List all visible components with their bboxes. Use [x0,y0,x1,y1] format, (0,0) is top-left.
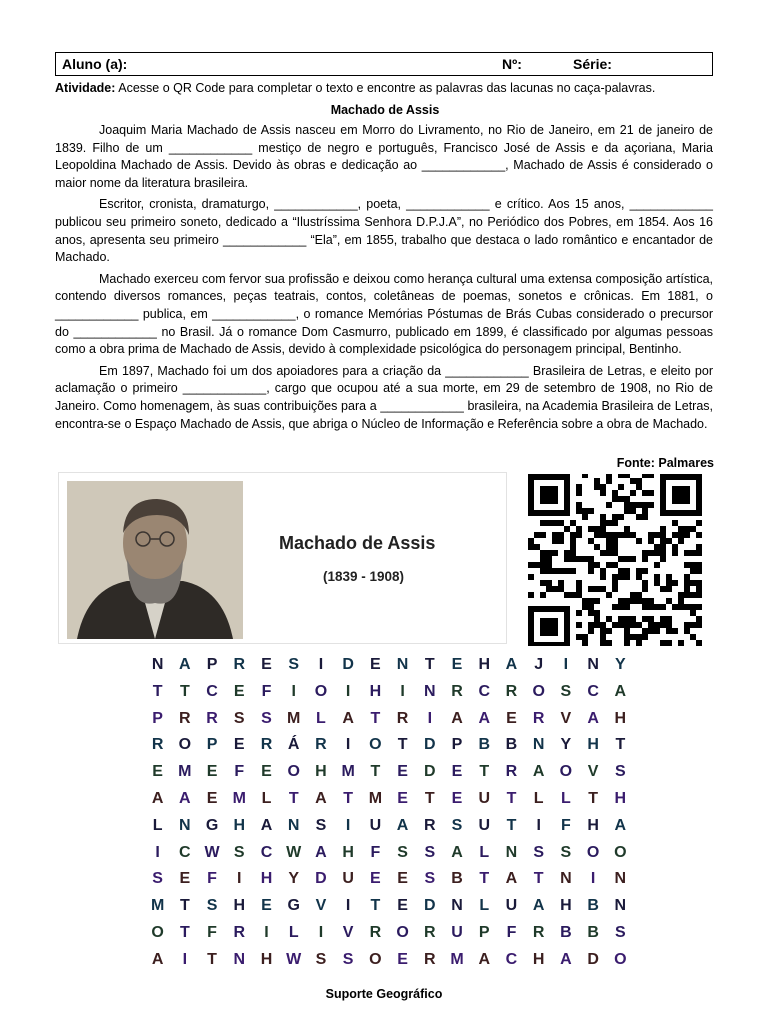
word-search-letter[interactable]: E [233,736,245,754]
paragraph-1: Joaquim Maria Machado de Assis nasceu em Morro do Livramento, no Rio de Janeiro, em 21 de janeiro de 1839. Filho de um ____________ mestiço de negro e português, Francisco José de Assis e da açoriana, Maria Leopoldina Machado de Assis. Devido às obras e dedicação ao ____________, Machado de Assis é considerado o maior nome da literatura brasileira. [55,123,713,190]
word-search-letter[interactable]: P [152,709,163,727]
word-search-letter[interactable]: D [424,763,436,781]
word-search-letter[interactable]: A [587,709,599,727]
word-search-letter[interactable]: S [315,950,327,968]
word-search-letter[interactable]: A [151,950,164,968]
word-search-letter[interactable]: T [588,789,598,807]
word-search-letter[interactable]: H [560,897,572,915]
word-search-letter[interactable]: U [369,816,382,834]
word-search-letter[interactable]: G [287,897,300,915]
word-search-letter[interactable]: O [586,843,600,861]
word-search-row [144,897,634,924]
word-search-letter[interactable]: T [615,736,626,754]
word-search-letter[interactable]: L [533,789,544,807]
word-search-letter[interactable]: F [506,923,517,941]
word-search-letter[interactable]: F [370,843,381,861]
word-search-letter[interactable]: Y [560,736,572,754]
word-search-letter[interactable]: I [400,682,405,700]
word-search-letter[interactable]: C [505,950,518,968]
word-search-letter[interactable]: R [369,923,382,941]
word-search-letter[interactable]: A [151,789,164,807]
word-search-letter[interactable]: A [260,816,273,834]
word-search-letter[interactable]: I [345,736,351,754]
word-search-letter[interactable]: P [206,736,218,754]
banner-author-dates: (1839 - 1908) [323,569,405,584]
word-search-letter[interactable]: Y [614,656,626,673]
word-search-letter[interactable]: T [506,789,517,807]
word-search-letter[interactable]: J [534,656,544,673]
word-search-letter[interactable]: E [397,897,408,915]
word-search-letter[interactable]: F [234,763,245,781]
word-search-letter[interactable]: A [451,843,463,861]
word-search-letter[interactable]: E [261,763,272,781]
word-search-letter[interactable]: N [614,870,627,888]
word-search-letter[interactable]: O [178,736,192,754]
word-search-letter[interactable]: S [206,897,218,915]
banner-author-name: Machado de Assis [279,533,436,553]
word-search-letter[interactable]: L [316,709,326,727]
word-search-letter[interactable]: I [318,656,324,673]
word-search-letter[interactable]: P [478,923,490,941]
word-search-letter[interactable]: C [179,843,191,861]
word-search-letter[interactable]: R [424,816,436,834]
word-search-letter[interactable]: N [233,950,246,968]
word-search-row [144,817,634,844]
word-search-letter[interactable]: N [451,897,463,915]
qr-code-image [528,474,710,646]
word-search-letter[interactable]: N [179,816,191,834]
word-search-letter[interactable]: A [614,682,627,700]
word-search-letter[interactable]: T [479,763,490,781]
activity-text: Acesse o QR Code para completar o texto e encontre as palavras das lacunas no caça-palavras. [118,81,656,95]
article-body [55,122,713,437]
word-search-letter[interactable]: R [532,709,545,727]
word-search-letter[interactable]: T [179,923,190,941]
word-search-letter[interactable]: F [207,923,217,941]
word-search-row [144,683,634,710]
word-search-letter[interactable]: M [450,950,464,968]
paragraph-4: Em 1897, Machado foi um dos apoiadores para a criação da ____________ Brasileira de Letras, e eleito por aclamação o primeiro ____________, cargo que ocupou até a sua morte, em 29 de setembro de 1908, no Rio de Janeiro. Como homenagem, às suas contribuições para a ____________ brasileira, na Academia Brasileira de Letras, encontra-se o Espaço Machado de Assis, que abriga o Núcleo de Informação e Referência sobre a obra de Machado. [55,363,713,431]
word-search-letter[interactable]: U [478,789,491,807]
word-search-letter[interactable]: S [233,843,245,861]
word-search-letter[interactable]: B [587,923,599,941]
word-search-letter[interactable]: S [614,923,626,941]
word-search-letter[interactable]: A [532,897,545,915]
word-search-row [144,924,634,951]
word-search-letter[interactable]: S [315,816,327,834]
word-search-letter[interactable]: P [451,736,463,754]
word-search-letter[interactable]: T [370,897,381,915]
paragraph-3: Machado exerceu com fervor sua profissão e deixou como herança cultural uma extensa composição artística, contendo diversos romances, peças teatrais, contos, coletâneas de poemas, sonetos e crônicas. Em 1881, o ____________ publica, em ____________, o romance Memórias Póstumas de Brás Cubas considerado o precursor do ____________ no Brasil. Já o romance Dom Casmurro, publicado em 1899, é classificado por algumas pessoas como a obra prima de Machado de Assis, devido à complexidade psicológica do personagem principal, Bentinho. [55,271,713,357]
word-search-letter[interactable]: O [314,682,328,700]
word-search-letter[interactable]: T [152,682,163,700]
word-search-letter[interactable]: S [233,709,245,727]
word-search-letter[interactable]: I [237,870,242,888]
word-search-letter[interactable]: N [505,843,518,861]
word-search-letter[interactable]: T [506,816,517,834]
word-search-letter[interactable]: A [505,870,518,888]
word-search-letter[interactable]: H [233,816,246,834]
word-search-letter[interactable]: S [560,682,572,700]
word-search-letter[interactable]: R [424,950,436,968]
word-search-letter[interactable]: C [260,843,273,861]
word-search-letter[interactable]: M [368,789,383,807]
word-search-letter[interactable]: D [587,950,599,968]
word-search-letter[interactable]: D [424,736,436,754]
word-search-letter[interactable]: R [505,763,518,781]
word-search-letter[interactable]: G [205,816,219,834]
word-search-letter[interactable]: F [207,870,217,888]
word-search-letter[interactable]: I [264,923,269,941]
word-search-letter[interactable]: C [478,682,491,700]
word-search-letter[interactable]: B [478,736,491,754]
word-search-letter[interactable]: L [479,897,490,915]
word-search-row [144,736,634,763]
word-search-letter[interactable]: V [587,763,599,781]
word-search-letter[interactable]: R [260,736,273,754]
word-search-letter[interactable]: H [614,789,627,807]
word-search-letter[interactable]: S [288,656,300,673]
word-search-letter[interactable]: L [479,843,490,861]
word-search-letter[interactable]: I [590,870,596,888]
word-search-letter[interactable]: A [179,656,191,673]
word-search-letter[interactable]: M [341,763,355,781]
word-search-letter[interactable]: I [536,816,541,834]
word-search-letter[interactable]: V [315,897,327,915]
word-search-letter[interactable]: E [397,950,408,968]
word-search-letter[interactable]: O [151,923,164,941]
word-search-letter[interactable]: S [614,763,626,781]
word-search-letter[interactable]: E [261,897,272,915]
word-search-letter[interactable]: P [206,656,218,673]
word-search-letter[interactable]: R [206,709,218,727]
word-search-letter[interactable]: O [532,682,545,700]
portrait-image [67,481,243,639]
word-search-letter[interactable]: T [370,709,381,727]
word-search-row [144,870,634,897]
word-search-letter[interactable]: E [261,656,272,673]
word-search-letter[interactable]: B [560,923,572,941]
word-search-letter[interactable]: N [532,736,545,754]
word-search-letter[interactable]: O [396,923,409,941]
activity-instructions [55,81,715,96]
word-search-letter[interactable]: W [286,950,302,968]
word-search-letter[interactable]: H [233,897,246,915]
author-banner [58,472,507,644]
word-search-letter[interactable]: A [614,816,627,834]
word-search-letter[interactable]: N [396,656,409,673]
word-search-letter[interactable]: S [424,843,436,861]
word-search-letter[interactable]: S [261,709,272,727]
word-search-letter[interactable]: S [424,870,436,888]
word-search-letter[interactable]: R [179,709,191,727]
word-search-letter[interactable]: R [505,682,518,700]
word-search-letter[interactable]: T [533,870,544,888]
word-search-letter[interactable]: R [424,923,436,941]
word-search-letter[interactable]: T [343,789,354,807]
word-search-letter[interactable]: H [587,736,599,754]
word-search-letter[interactable]: A [532,763,545,781]
word-search-letter[interactable]: S [342,950,354,968]
word-search-letter[interactable]: A [505,656,518,673]
word-search-letter[interactable]: O [287,763,300,781]
word-search-letter[interactable]: T [179,682,190,700]
word-search-letter[interactable]: O [559,763,573,781]
word-search-letter[interactable]: W [204,843,220,861]
word-search-letter[interactable]: B [587,897,599,915]
word-search-letter[interactable]: H [587,816,599,834]
word-search-letter[interactable]: I [345,682,351,700]
source-credit: Fonte: Palmares [616,456,714,470]
word-search-letter[interactable]: U [505,897,518,915]
word-search-letter[interactable]: B [505,736,518,754]
paragraph-2: Escritor, cronista, dramaturgo, ____________, poeta, ____________ e crítico. Aos 15 anos, ____________ publicou seu primeiro soneto, dedicado a “Ilustríssima Senhora D.P.J.A”, no Periódico dos Pobres, em 1854. Aos 16 anos, apresenta seu primeiro ____________ “Ela”, em 1855, trabalho que destaca o lado romântico e encantador de Machado. [55,197,713,265]
word-search-letter[interactable]: N [560,870,572,888]
word-search-letter[interactable]: W [286,843,302,861]
word-search-letter[interactable]: V [342,923,354,941]
footer-credit: Suporte Geográfico [325,987,443,1001]
word-search-letter[interactable]: E [152,763,163,781]
word-search-letter[interactable]: T [288,789,299,807]
word-search-letter[interactable]: S [152,870,163,888]
word-search-grid [144,656,634,978]
word-search-letter[interactable]: I [563,656,569,673]
word-search-row [144,710,634,737]
word-search-letter[interactable]: U [342,870,354,888]
word-search-letter[interactable]: E [397,789,408,807]
word-search-row [144,790,634,817]
word-search-letter[interactable]: A [478,709,491,727]
word-search-letter[interactable]: M [232,789,246,807]
word-search-letter[interactable]: Y [288,870,300,888]
word-search-letter[interactable]: M [178,763,192,781]
word-search-row [144,844,634,871]
word-search-letter[interactable]: B [451,870,463,888]
word-search-letter[interactable]: S [560,843,572,861]
word-search-letter[interactable]: I [182,950,188,968]
word-search-letter[interactable]: U [478,816,491,834]
word-search-letter[interactable]: L [288,923,299,941]
word-search-letter[interactable]: V [560,709,572,727]
word-search-letter[interactable]: T [370,763,381,781]
word-search-letter[interactable]: R [151,736,164,754]
word-search-letter[interactable]: I [427,709,433,727]
word-search-letter[interactable]: N [424,682,436,700]
word-search-letter[interactable]: N [287,816,300,834]
word-search-letter[interactable]: A [315,789,327,807]
word-search-letter[interactable]: T [207,950,217,968]
word-search-letter[interactable]: D [424,897,436,915]
activity-label: Atividade: [55,81,116,95]
word-search-letter[interactable]: E [206,789,218,807]
word-search-letter[interactable]: R [315,736,327,754]
word-search-letter[interactable]: E [451,789,463,807]
word-search-letter[interactable]: I [291,682,296,700]
word-search-letter[interactable]: E [506,709,517,727]
word-search-row [144,656,634,683]
word-search-letter[interactable]: L [561,789,571,807]
word-search-letter[interactable]: F [261,682,272,700]
word-search-letter[interactable]: E [233,682,245,700]
word-search-letter[interactable]: H [532,950,545,968]
word-search-letter[interactable]: H [342,843,354,861]
word-search-row [144,763,634,790]
word-search-letter[interactable]: U [451,923,463,941]
word-search-letter[interactable]: C [587,682,599,700]
word-search-letter[interactable]: N [614,897,627,915]
word-search-letter[interactable]: L [152,816,163,834]
word-search-letter[interactable]: S [533,843,544,861]
word-search-letter[interactable]: D [342,656,354,673]
student-name-label: Aluno (a): [62,56,128,72]
word-search-letter[interactable]: E [451,656,463,673]
number-label: Nº: [502,56,522,72]
word-search-letter[interactable]: E [397,870,408,888]
word-search-letter[interactable]: R [396,709,409,727]
word-search-letter[interactable]: E [179,870,191,888]
word-search-letter[interactable]: R [451,682,463,700]
word-search-letter[interactable]: R [233,923,246,941]
word-search-letter[interactable]: T [179,897,190,915]
word-search-letter[interactable]: N [151,656,164,673]
word-search-letter[interactable]: A [179,789,191,807]
word-search-letter[interactable]: S [451,816,463,834]
article-title: Machado de Assis [330,103,440,117]
word-search-letter[interactable]: O [614,950,627,968]
student-header-box [55,52,713,76]
word-search-letter[interactable]: R [532,923,545,941]
word-search-letter[interactable]: F [561,816,571,834]
word-search-letter[interactable]: S [397,843,408,861]
word-search-letter[interactable]: L [261,789,272,807]
word-search-letter[interactable]: H [478,656,491,673]
word-search-letter[interactable]: T [424,656,435,673]
word-search-letter[interactable]: A [451,709,463,727]
word-search-letter[interactable]: H [614,709,627,727]
word-search-letter[interactable]: E [206,763,218,781]
grade-label: Série: [573,56,612,72]
word-search-letter[interactable]: M [287,709,301,727]
word-search-letter[interactable]: I [345,816,351,834]
word-search-letter[interactable]: E [397,763,408,781]
word-search-letter[interactable]: T [424,789,435,807]
word-search-letter[interactable]: O [369,736,382,754]
word-search-letter[interactable]: E [370,870,381,888]
word-search-letter[interactable]: R [233,656,246,673]
word-search-letter[interactable]: M [150,897,165,915]
word-search-letter[interactable]: O [369,950,382,968]
word-search-letter[interactable]: H [369,682,382,700]
word-search-letter[interactable]: H [260,950,273,968]
word-search-letter[interactable]: A [396,816,409,834]
word-search-letter[interactable]: T [479,870,490,888]
word-search-letter[interactable]: A [478,950,491,968]
word-search-letter[interactable]: Á [287,736,300,754]
word-search-letter[interactable]: T [397,736,408,754]
word-search-letter[interactable]: D [315,870,327,888]
word-search-letter[interactable]: N [587,656,599,673]
word-search-letter[interactable]: H [315,763,327,781]
word-search-letter[interactable]: I [155,843,160,861]
word-search-letter[interactable]: A [560,950,572,968]
word-search-letter[interactable]: A [315,843,327,861]
word-search-letter[interactable]: O [614,843,627,861]
word-search-letter[interactable]: A [342,709,354,727]
word-search-letter[interactable]: I [345,897,351,915]
word-search-letter[interactable]: E [451,763,463,781]
word-search-letter[interactable]: H [260,870,273,888]
word-search-letter[interactable]: C [206,682,218,700]
word-search-letter[interactable]: I [318,923,324,941]
word-search-row [144,951,634,978]
word-search-letter[interactable]: E [370,656,381,673]
